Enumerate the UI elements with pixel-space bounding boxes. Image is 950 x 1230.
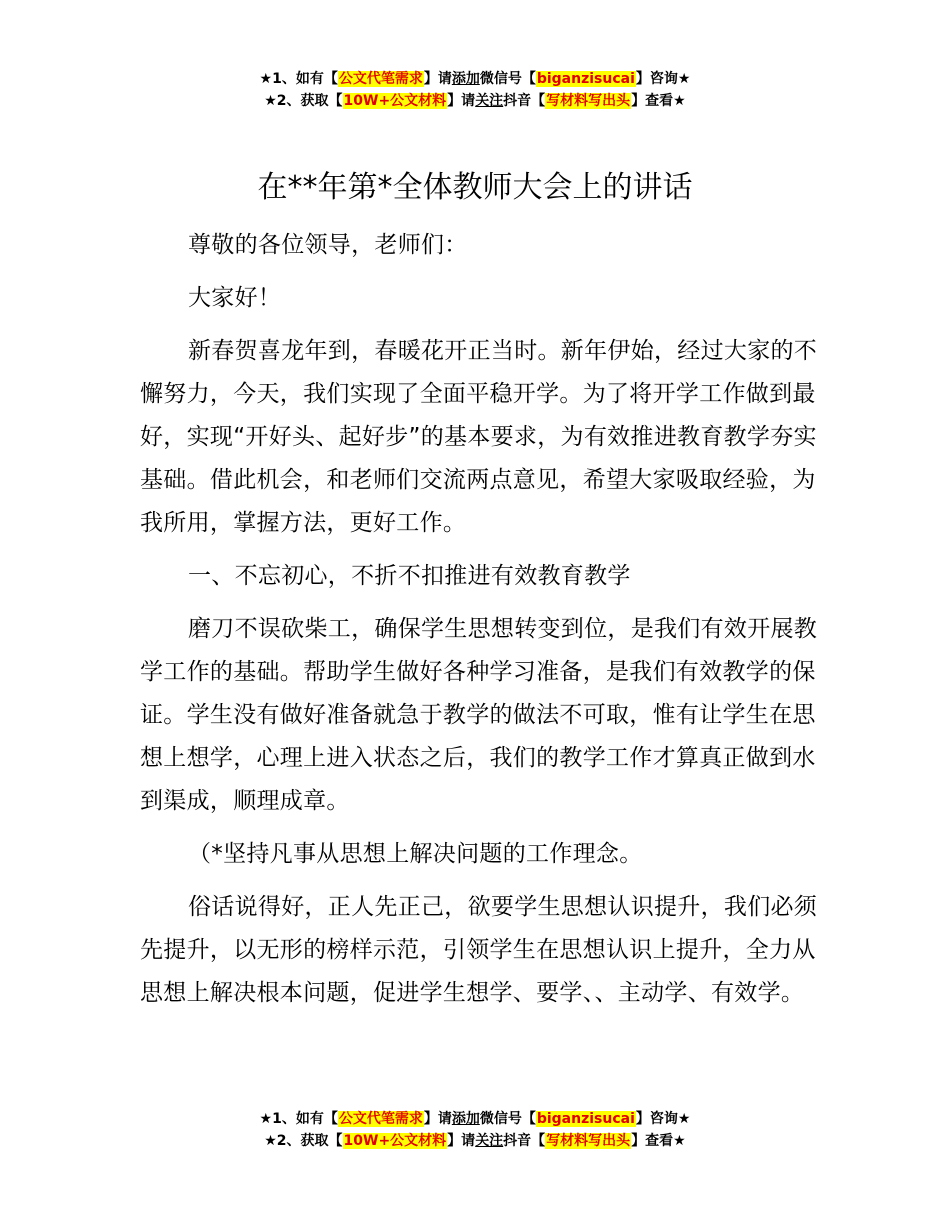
banner-text: 】咨询★ <box>635 71 691 87</box>
top-banner <box>0 68 950 112</box>
paragraph: 新春贺喜龙年到，春暖花开正当时。新年伊始，经过大家的不懈努力，今天，我们实现了全面平稳开学。为了将开学工作做到最好，实现“开好头、起好步”的基本要求，为有效推进教育教学夯实基础。借此机会，和老师们交流两点意见，希望大家吸取经验，为我所用，掌握方法，更好工作。 <box>140 338 818 536</box>
banner-text: 】咨询★ <box>635 1111 691 1127</box>
banner-highlight: 写材料写出头 <box>546 1133 631 1149</box>
bottom-banner <box>0 1108 950 1152</box>
banner-highlight: 公文代笔需求 <box>338 1111 423 1127</box>
banner-text: 】请 <box>447 1133 476 1149</box>
greeting: 大家好！ <box>188 285 282 311</box>
banner-text: ★1、如有【 <box>259 1111 338 1127</box>
banner-line-1 <box>0 68 950 90</box>
banner-highlight: 写材料写出头 <box>546 93 631 109</box>
banner-text: 微信号【 <box>479 71 536 87</box>
banner-text: 】请 <box>423 1111 452 1127</box>
banner-highlight: 10W+公文材料 <box>343 1133 447 1149</box>
banner-line-2 <box>0 1130 950 1152</box>
banner-text: 】查看★ <box>631 93 686 109</box>
banner-highlight: 公文代笔需求 <box>338 71 423 87</box>
banner-text: 】查看★ <box>631 1133 686 1149</box>
banner-line-2 <box>0 90 950 112</box>
banner-text: ★1、如有【 <box>259 71 338 87</box>
document-title: 在**年第*全体教师大会上的讲话 <box>257 170 693 205</box>
banner-highlight: 10W+公文材料 <box>343 93 447 109</box>
banner-text: 】请 <box>447 93 476 109</box>
banner-line-1 <box>0 1108 950 1130</box>
paragraph: 磨刀不误砍柴工，确保学生思想转变到位，是我们有效开展教学工作的基础。帮助学生做好各种学习准备，是我们有效教学的保证。学生没有做好准备就急于教学的做法不可取，惟有让学生在思想上想学，心理上进入状态之后，我们的教学工作才算真正做到水到渠成，顺理成章。 <box>140 616 818 814</box>
banner-text: ★2、获取【 <box>264 1133 343 1149</box>
subsection-heading: （*坚持凡事从思想上解决问题的工作理念。 <box>188 841 643 867</box>
banner-highlight: biganzisucai <box>536 1111 635 1127</box>
banner-text: ★2、获取【 <box>264 93 343 109</box>
banner-underlined: 添加 <box>451 71 480 87</box>
banner-text: 】请 <box>423 71 452 87</box>
salutation: 尊敬的各位领导，老师们： <box>188 232 468 258</box>
banner-underlined: 关注 <box>475 93 504 109</box>
banner-text: 抖音【 <box>503 93 546 109</box>
banner-underlined: 添加 <box>451 1111 480 1127</box>
banner-highlight: biganzisucai <box>536 71 635 87</box>
paragraph: 俗话说得好，正人先正己，欲要学生思想认识提升，我们必须先提升，以无形的榜样示范，引领学生在思想认识上提升，全力从思想上解决根本问题，促进学生想学、要学、、主动学、有效学。 <box>140 894 818 1006</box>
section-heading: 一、不忘初心，不折不扣推进有效教育教学 <box>188 563 631 589</box>
banner-text: 抖音【 <box>503 1133 546 1149</box>
document-body <box>140 224 832 1025</box>
banner-text: 微信号【 <box>479 1111 536 1127</box>
banner-underlined: 关注 <box>475 1133 504 1149</box>
